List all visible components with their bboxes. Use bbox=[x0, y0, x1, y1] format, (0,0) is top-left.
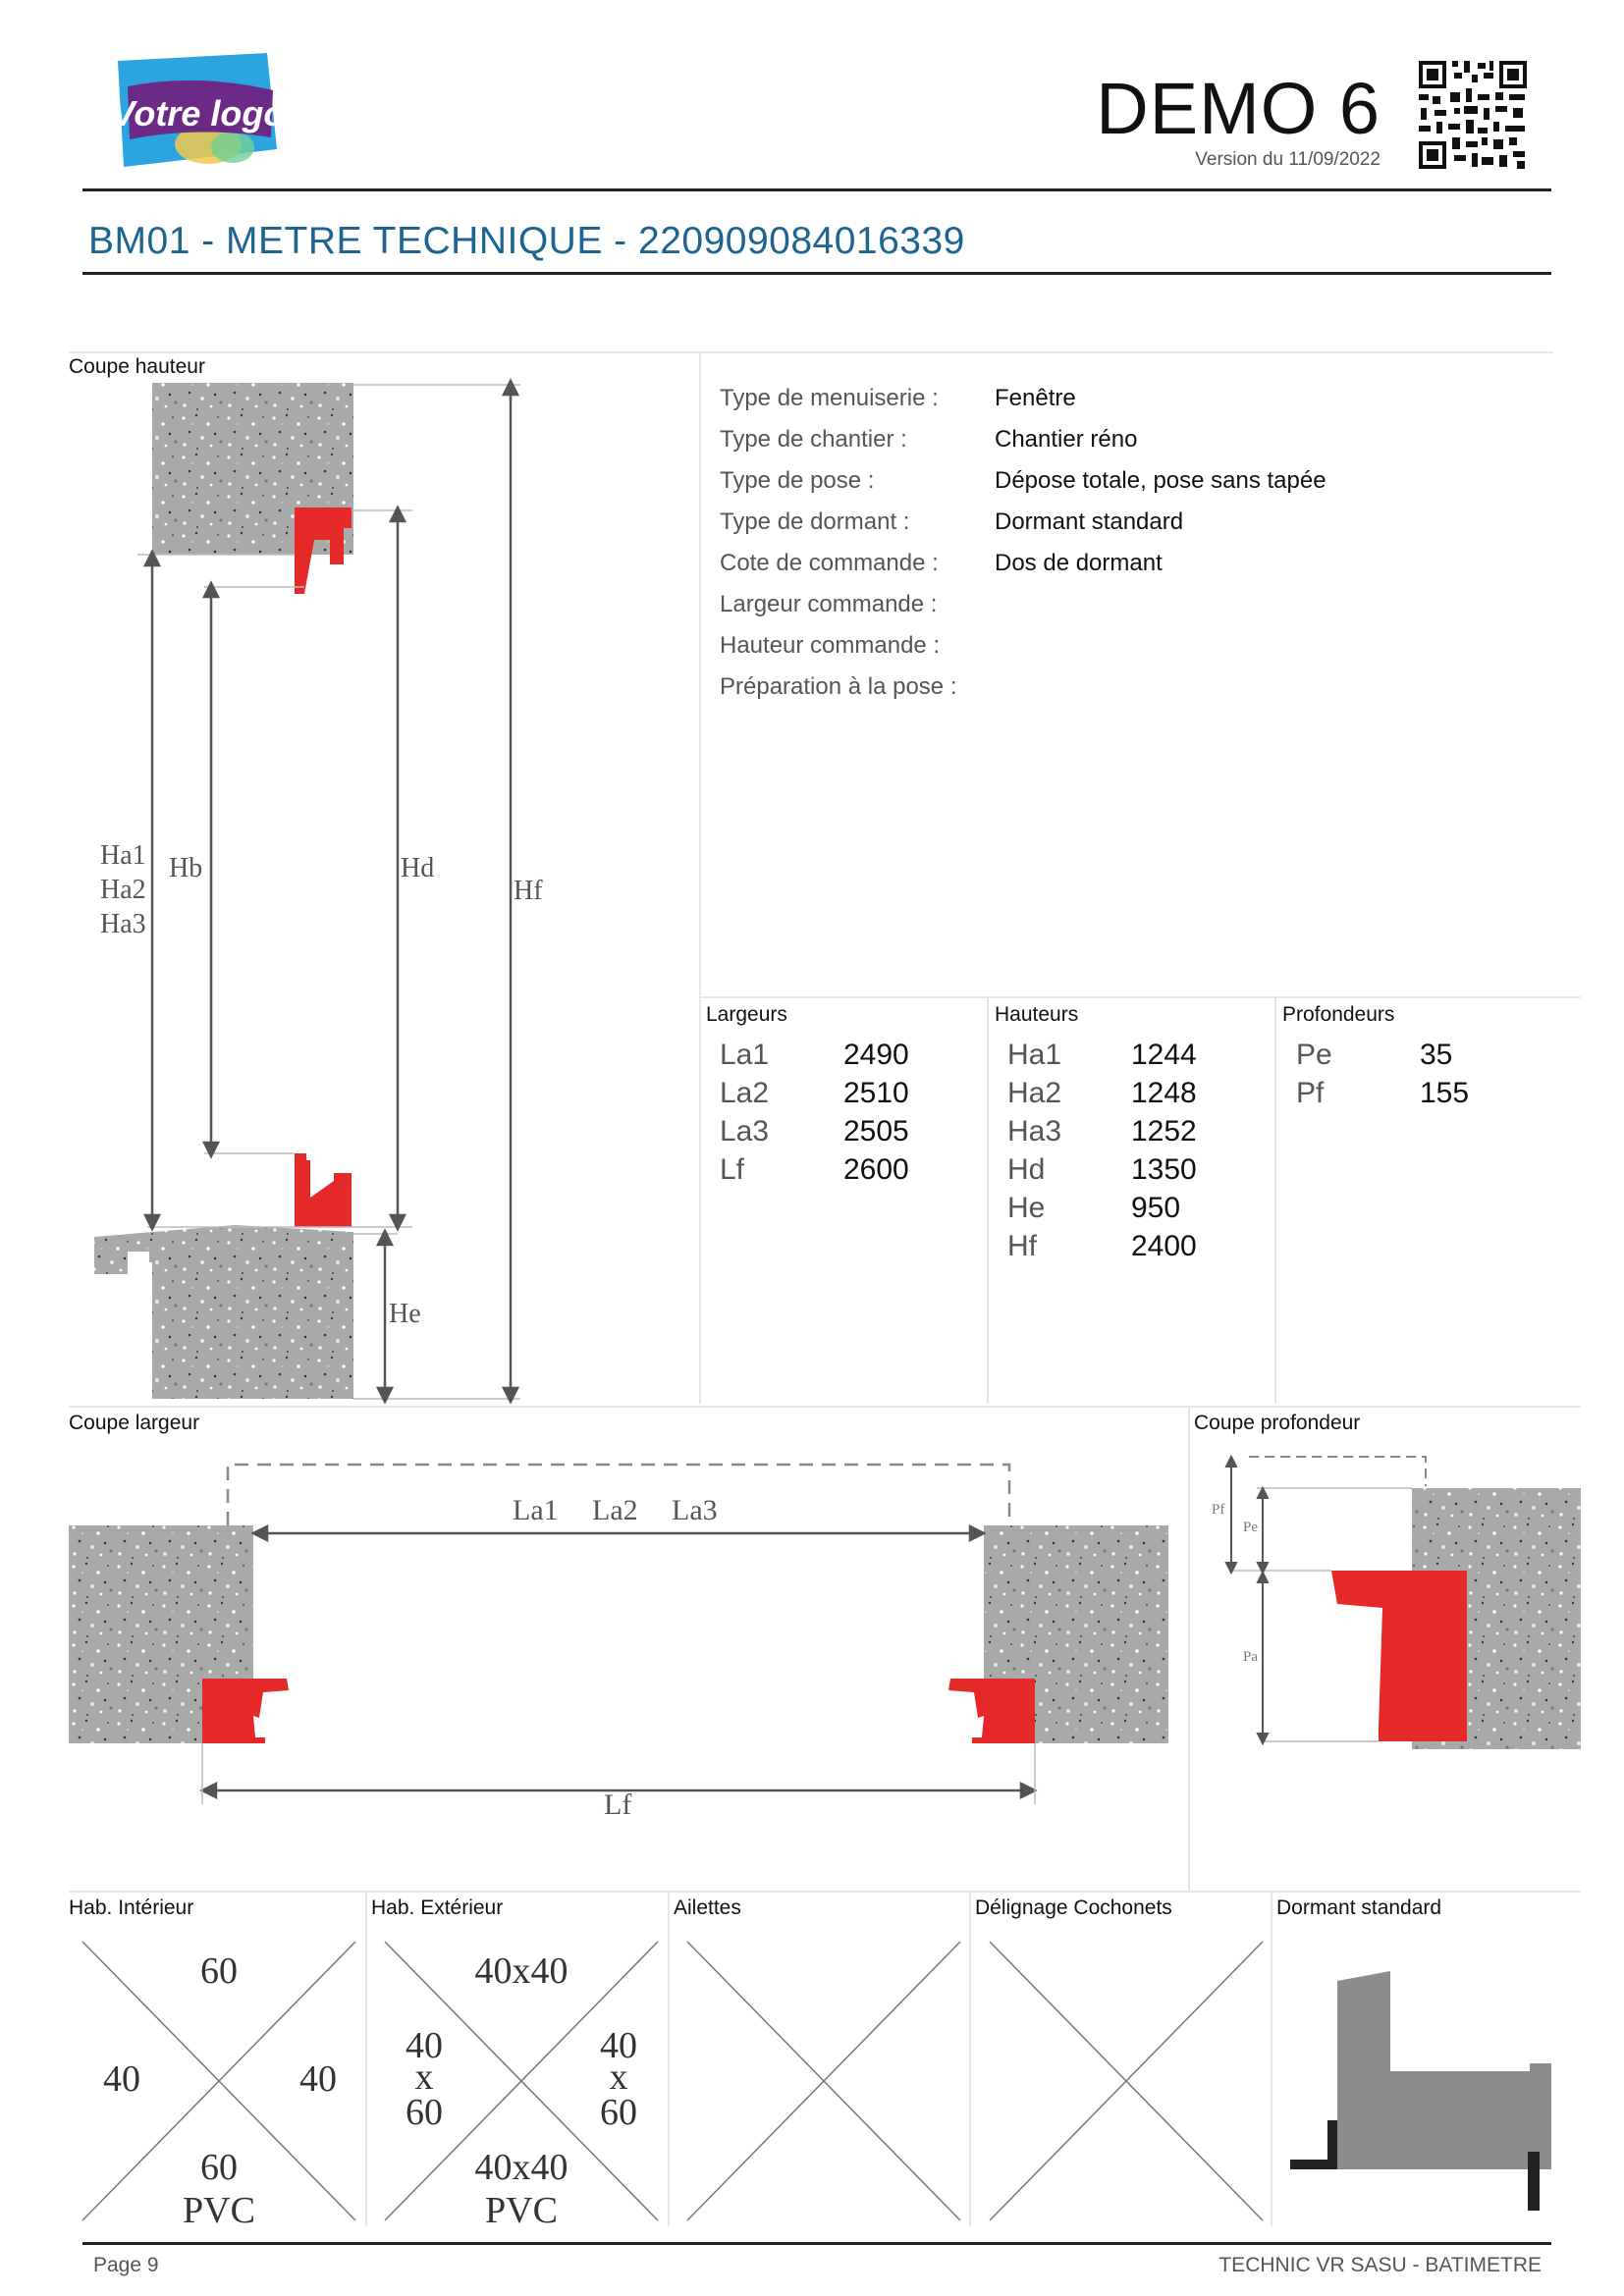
dim-label-hf: Hf bbox=[514, 876, 543, 906]
grid-line bbox=[1274, 996, 1276, 1404]
dim-value: 2400 bbox=[1131, 1230, 1197, 1262]
section-label-coupe-hauteur: Coupe hauteur bbox=[69, 355, 205, 378]
hab-ext-left-2: x bbox=[414, 2056, 434, 2098]
dim-label-la3: La3 bbox=[672, 1494, 718, 1526]
dim-key: Pf bbox=[1296, 1077, 1325, 1109]
dim-label-la1: La1 bbox=[513, 1494, 559, 1526]
company-name: TECHNIC VR SASU - BATIMETRE bbox=[1218, 2254, 1542, 2276]
info-key: Largeur commande : bbox=[720, 591, 938, 617]
dim-value: 1244 bbox=[1131, 1039, 1197, 1071]
hab-int-right: 40 bbox=[299, 2058, 337, 2100]
dim-key: Ha2 bbox=[1007, 1077, 1062, 1109]
document-title: DEMO 6 bbox=[1096, 68, 1380, 149]
grid-line bbox=[69, 1891, 1581, 1893]
dim-value: 155 bbox=[1420, 1077, 1470, 1109]
dim-label-pe: Pe bbox=[1243, 1520, 1258, 1535]
dim-label-pf: Pf bbox=[1212, 1502, 1225, 1518]
dim-value: 2600 bbox=[843, 1153, 909, 1186]
section-label-ailettes: Ailettes bbox=[674, 1896, 741, 1919]
dim-key: Lf bbox=[720, 1153, 745, 1186]
frame-profile-left bbox=[202, 1679, 289, 1743]
dim-value: 1248 bbox=[1131, 1077, 1197, 1109]
hab-ext-left-1: 40 bbox=[406, 2025, 443, 2066]
header-rule bbox=[82, 188, 1551, 191]
delignage-diagram bbox=[986, 1938, 1267, 2224]
grid-line bbox=[1271, 1891, 1272, 2226]
hab-ext-left-3: 60 bbox=[406, 2092, 443, 2133]
dim-value: 35 bbox=[1420, 1039, 1453, 1071]
section-label-dormant: Dormant standard bbox=[1276, 1896, 1442, 1919]
dim-label-la2: La2 bbox=[592, 1494, 638, 1526]
dim-value: 2490 bbox=[843, 1039, 909, 1071]
coupe-profondeur-drawing bbox=[1194, 1443, 1581, 1757]
info-key: Cote de commande : bbox=[720, 550, 939, 576]
hab-ext-bottom: 40x40 bbox=[474, 2147, 568, 2188]
dim-label-hb: Hb bbox=[169, 853, 203, 883]
coupe-largeur-drawing bbox=[69, 1443, 1178, 1816]
hab-int-top: 60 bbox=[200, 1950, 238, 1992]
hab-ext-right-1: 40 bbox=[600, 2025, 637, 2066]
info-key: Type de menuiserie : bbox=[720, 385, 939, 411]
grid-line bbox=[365, 1891, 367, 2226]
frame-profile-bottom bbox=[295, 1153, 352, 1227]
dim-key: Hd bbox=[1007, 1153, 1046, 1186]
hab-int-left: 40 bbox=[103, 2058, 140, 2100]
dormant-standard-diagram bbox=[1286, 1953, 1571, 2218]
dim-value: 1350 bbox=[1131, 1153, 1197, 1186]
hab-ext-right-3: 60 bbox=[600, 2092, 637, 2133]
grid-line bbox=[1188, 1406, 1190, 1891]
dim-key: Hf bbox=[1007, 1230, 1037, 1262]
page-number: Page 9 bbox=[93, 2254, 159, 2276]
dim-value: 950 bbox=[1131, 1192, 1181, 1224]
dim-key: Ha1 bbox=[1007, 1039, 1062, 1071]
hab-int-bottom: 60 bbox=[200, 2147, 238, 2188]
dim-key: La3 bbox=[720, 1115, 770, 1148]
qr-code-icon bbox=[1417, 59, 1529, 171]
section-label-coupe-profondeur: Coupe profondeur bbox=[1194, 1412, 1361, 1434]
frame-profile-right bbox=[948, 1679, 1035, 1743]
dim-label-ha2: Ha2 bbox=[100, 875, 146, 905]
page-title: BM01 - METRE TECHNIQUE - 220909084016339 bbox=[88, 220, 965, 262]
info-value: Chantier réno bbox=[995, 426, 1138, 453]
dim-key: Pe bbox=[1296, 1039, 1332, 1071]
dim-label-hd: Hd bbox=[401, 853, 435, 883]
section-label-hauteurs: Hauteurs bbox=[995, 1003, 1079, 1026]
dim-label-ha3: Ha3 bbox=[100, 909, 146, 939]
info-value: Fenêtre bbox=[995, 385, 1076, 411]
dim-value: 2505 bbox=[843, 1115, 909, 1148]
coupe-hauteur-drawing bbox=[88, 373, 638, 1404]
info-key: Type de chantier : bbox=[720, 426, 907, 453]
section-label-delignage: Délignage Cochonets bbox=[975, 1896, 1172, 1919]
dim-key: He bbox=[1007, 1192, 1046, 1224]
dim-label-he: He bbox=[389, 1299, 421, 1329]
ailettes-diagram bbox=[683, 1938, 964, 2224]
hab-interieur-diagram bbox=[79, 1938, 359, 2224]
info-key: Hauteur commande : bbox=[720, 632, 941, 659]
info-key: Type de dormant : bbox=[720, 508, 910, 535]
dormant-profile bbox=[1337, 1971, 1551, 2169]
section-label-coupe-largeur: Coupe largeur bbox=[69, 1412, 200, 1434]
frame-profile-depth bbox=[1331, 1571, 1467, 1741]
logo-text: Votre logo bbox=[111, 93, 279, 133]
hab-exterieur-diagram bbox=[381, 1938, 662, 2224]
dim-key: La1 bbox=[720, 1039, 770, 1071]
hab-ext-material: PVC bbox=[485, 2190, 558, 2224]
info-value: Dormant standard bbox=[995, 508, 1184, 535]
grid-line bbox=[969, 1891, 971, 2226]
dim-value: 2510 bbox=[843, 1077, 909, 1109]
company-logo bbox=[110, 51, 279, 177]
grid-line bbox=[699, 351, 701, 1404]
dim-value: 1252 bbox=[1131, 1115, 1197, 1148]
grid-line bbox=[668, 1891, 670, 2226]
grid-line bbox=[69, 1406, 1581, 1408]
section-label-profondeurs: Profondeurs bbox=[1282, 1003, 1395, 1026]
hab-ext-right-2: x bbox=[609, 2056, 628, 2098]
section-label-hab-interieur: Hab. Intérieur bbox=[69, 1896, 194, 1919]
dim-label-pa: Pa bbox=[1243, 1649, 1258, 1665]
version-date: Version du 11/09/2022 bbox=[1195, 149, 1380, 170]
hab-ext-top: 40x40 bbox=[474, 1950, 568, 1992]
grid-line bbox=[987, 996, 989, 1404]
dim-label-lf: Lf bbox=[604, 1789, 632, 1816]
grid-line bbox=[699, 996, 1581, 998]
info-value: Dépose totale, pose sans tapée bbox=[995, 467, 1326, 494]
hab-int-material: PVC bbox=[183, 2190, 255, 2224]
info-value: Dos de dormant bbox=[995, 550, 1163, 576]
info-key: Préparation à la pose : bbox=[720, 673, 957, 700]
section-label-hab-exterieur: Hab. Extérieur bbox=[371, 1896, 504, 1919]
sill-concrete bbox=[94, 1225, 353, 1399]
info-key: Type de pose : bbox=[720, 467, 875, 494]
section-label-largeurs: Largeurs bbox=[706, 1003, 787, 1026]
dim-key: La2 bbox=[720, 1077, 770, 1109]
footer-rule bbox=[82, 2242, 1551, 2245]
dim-key: Ha3 bbox=[1007, 1115, 1062, 1148]
title-rule bbox=[82, 272, 1551, 275]
grid-line bbox=[69, 351, 1553, 353]
dim-label-ha1: Ha1 bbox=[100, 840, 146, 871]
